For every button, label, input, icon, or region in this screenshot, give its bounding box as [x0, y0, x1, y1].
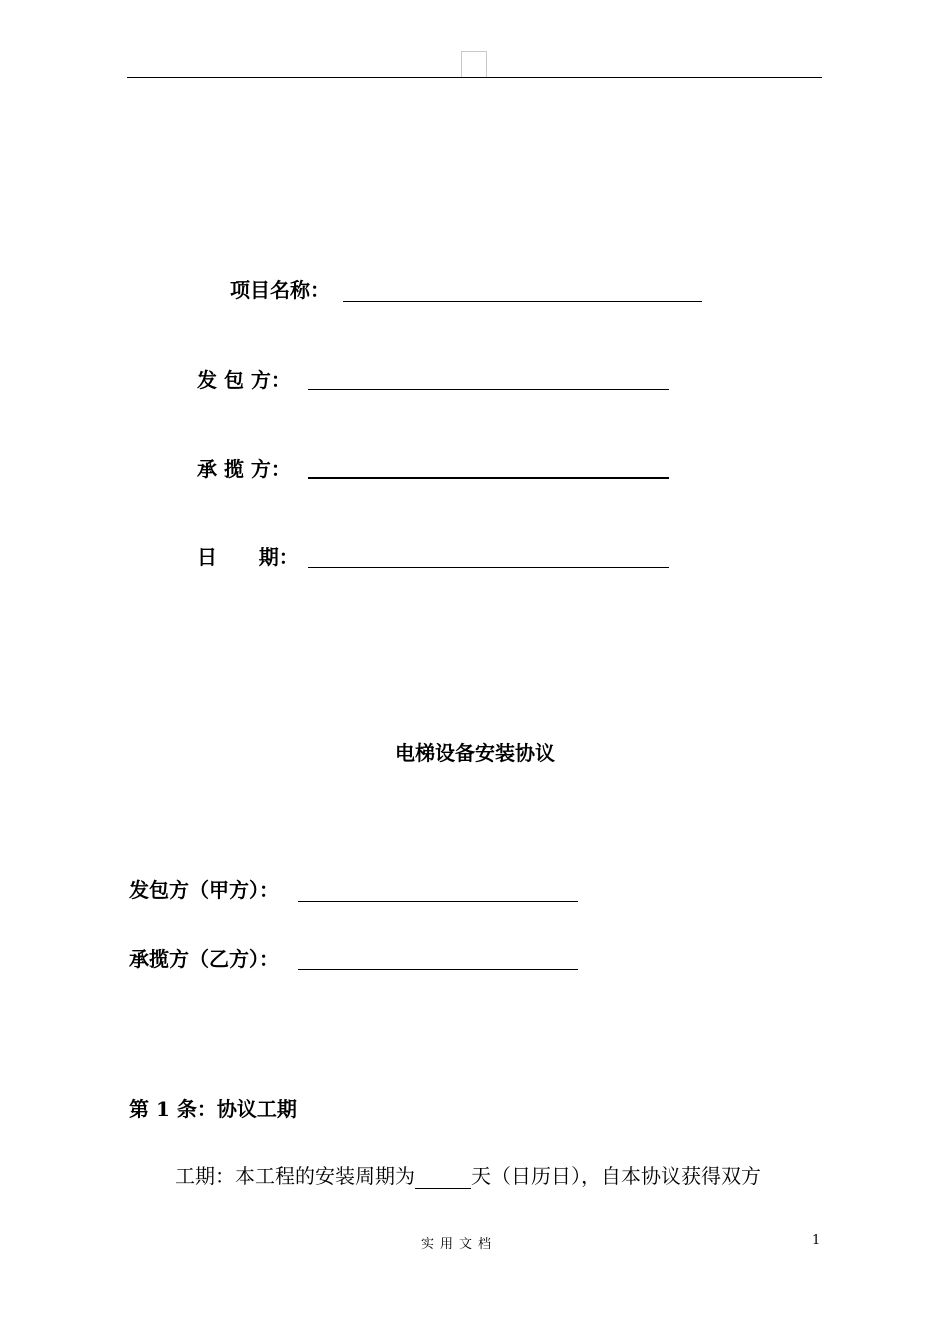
- header-rule: [127, 77, 822, 78]
- section-1-text-before: 工期：本工程的安装周期为: [175, 1164, 415, 1188]
- document-title: 电梯设备安装协议: [395, 741, 555, 765]
- date-blank: [308, 567, 669, 568]
- section-1-body: [175, 1160, 761, 1189]
- project-name-blank: [343, 301, 702, 302]
- section-1-heading: 第 1 条：协议工期: [129, 1097, 297, 1121]
- contractor-label: 承 揽 方：: [197, 457, 291, 481]
- employer-blank: [308, 389, 669, 390]
- page-number: 1: [812, 1233, 821, 1248]
- header-placeholder-box: [461, 51, 487, 77]
- duration-days-blank: [415, 1167, 471, 1189]
- party-b-blank: [298, 969, 578, 970]
- party-a-blank: [298, 901, 578, 902]
- date-label: 日 期：: [197, 545, 299, 569]
- contractor-blank: [308, 477, 669, 479]
- footer-label: 实用文档: [420, 1237, 497, 1252]
- party-b-label: 承揽方（乙方）：: [129, 947, 279, 971]
- employer-label: 发 包 方：: [197, 368, 291, 392]
- project-name-label: 项目名称：: [230, 278, 330, 302]
- section-1-text-after: 天（日历日），自本协议获得双方: [471, 1164, 761, 1188]
- party-a-label: 发包方（甲方）：: [129, 878, 279, 902]
